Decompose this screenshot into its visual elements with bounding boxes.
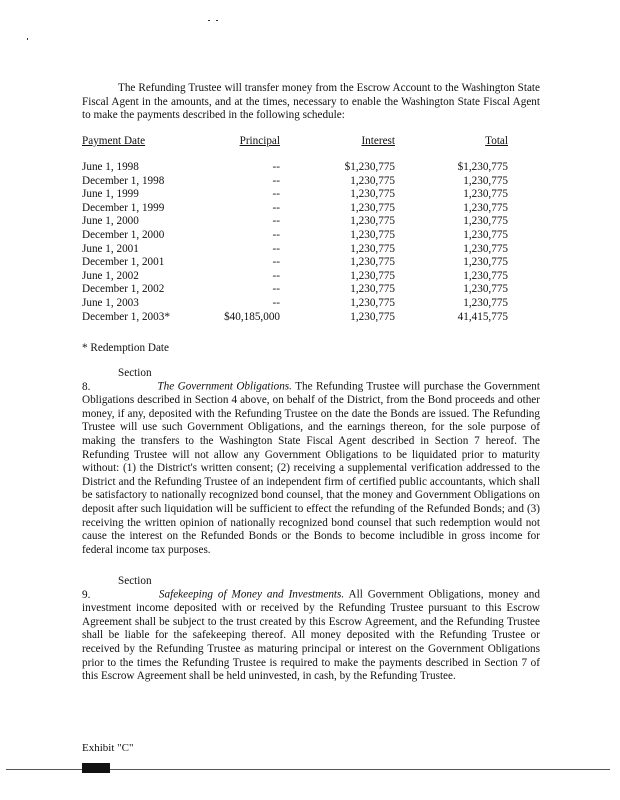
section-9-label: Section 9. xyxy=(82,575,152,601)
cell-principal: -- xyxy=(272,201,280,214)
table-row xyxy=(82,188,508,202)
col-header-total: Total xyxy=(485,135,508,147)
cell-interest: 1,230,775 xyxy=(350,215,395,228)
cell-interest: 1,230,775 xyxy=(350,242,395,255)
cell-interest: 1,230,775 xyxy=(350,201,395,214)
table-row xyxy=(82,270,508,284)
cell-interest: 1,230,775 xyxy=(350,310,395,323)
cell-payment-date: June 1, 2003 xyxy=(82,296,139,309)
section-9-paragraph xyxy=(82,575,540,684)
cell-total: 1,230,775 xyxy=(463,269,508,282)
cell-total: 1,230,775 xyxy=(463,201,508,214)
col-header-payment-date: Payment Date xyxy=(82,135,146,147)
footer-black-block xyxy=(82,763,110,773)
cell-principal: $40,185,000 xyxy=(224,310,280,323)
cell-principal: -- xyxy=(272,269,280,282)
cell-interest: 1,230,775 xyxy=(350,228,395,241)
cell-interest: 1,230,775 xyxy=(350,283,395,296)
cell-principal: -- xyxy=(272,215,280,228)
cell-total: 1,230,775 xyxy=(463,242,508,255)
table-row xyxy=(82,202,508,216)
table-row xyxy=(82,256,508,270)
cell-payment-date: December 1, 2002 xyxy=(82,283,165,296)
cell-total: 1,230,775 xyxy=(463,188,508,201)
col-header-principal: Principal xyxy=(239,135,280,147)
cell-principal: -- xyxy=(272,283,280,296)
table-row xyxy=(82,297,508,311)
table-row xyxy=(82,175,508,189)
scan-speck xyxy=(208,20,210,21)
scan-speck xyxy=(27,38,28,40)
intro-paragraph: The Refunding Trustee will transfer money from the Escrow Account to the Washington State Fiscal Agent in the amounts, and at the times, necessary to enable the Washington State Fiscal Agent to make the payments described in the following schedule: xyxy=(82,82,540,122)
cell-payment-date: June 1, 1998 xyxy=(82,161,139,173)
cell-interest: $1,230,775 xyxy=(344,161,395,173)
cell-payment-date: June 1, 1999 xyxy=(82,188,139,201)
table-row xyxy=(82,229,508,243)
section-8-title: The Government Obligations. xyxy=(157,380,292,393)
cell-interest: 1,230,775 xyxy=(350,256,395,269)
cell-principal: -- xyxy=(272,161,280,173)
cell-principal: -- xyxy=(272,296,280,309)
cell-payment-date: December 1, 2003* xyxy=(82,310,170,323)
cell-total: 41,415,775 xyxy=(457,310,508,323)
table-row xyxy=(82,215,508,229)
cell-principal: -- xyxy=(272,188,280,201)
cell-interest: 1,230,775 xyxy=(350,269,395,282)
cell-principal: -- xyxy=(272,174,280,187)
table-row xyxy=(82,311,508,325)
cell-payment-date: December 1, 2000 xyxy=(82,228,165,241)
cell-total: 1,230,775 xyxy=(463,283,508,296)
section-9-body: All Government Obligations, money and investment income deposited with or received by the Refunding Trustee pursuant to this Escrow Agreement shall be subject to the trust created by this Escrow Agreement, and the Refunding Trustee shall be liable for the safekeeping thereof. All money deposited with the Refunding Trustee or received by the Refunding Trustee as maturing principal or interest on the Government Obligations prior to the times the Refunding Trustee is required to make the payments described in Section 7 of this Escrow Agreement shall be held uninvested, in cash, by the Refunding Trustee. xyxy=(82,588,540,683)
exhibit-label: Exhibit "C" xyxy=(82,742,134,754)
cell-total: 1,230,775 xyxy=(463,256,508,269)
cell-principal: -- xyxy=(272,228,280,241)
cell-total: 1,230,775 xyxy=(463,228,508,241)
col-header-interest: Interest xyxy=(361,135,395,147)
schedule-header-row xyxy=(82,135,508,161)
section-8-label: Section 8. xyxy=(82,367,152,393)
cell-total: 1,230,775 xyxy=(463,215,508,228)
section-8-body: The Refunding Trustee will purchase the Government Obligations described in Section 4 above, on behalf of the District, from the Bond proceeds and other money, if any, deposited with the Refunding Trustee on the date the Bonds are issued. The Refunding Trustee will use such Government Obligations, and the earnings thereon, for the sole purpose of making the transfers to the Washington State Fiscal Agent described in Section 7 hereof. The Refunding Trustee will not allow any Government Obligations to be liquidated prior to maturity without: (1) the District's written consent; (2) receiving a supplemental verification addressed to the District and the Refunding Trustee of an independent firm of certified public accountants, which shall be satisfactory to nationally recognized bond counsel, that the money and Government Obligations on deposit after such liquidation will be sufficient to effect the refunding of the Refunded Bonds; and (3) receiving the written opinion of nationally recognized bond counsel that such redemption would not cause the interest on the Refunded Bonds or the Bonds to become includible in gross income for federal income tax purposes. xyxy=(82,380,540,556)
payment-schedule-table xyxy=(82,135,508,324)
cell-payment-date: June 1, 2002 xyxy=(82,269,139,282)
cell-total: 1,230,775 xyxy=(463,174,508,187)
redemption-footnote: * Redemption Date xyxy=(82,342,169,354)
cell-payment-date: June 1, 2001 xyxy=(82,242,139,255)
cell-payment-date: December 1, 1999 xyxy=(82,201,165,214)
cell-payment-date: June 1, 2000 xyxy=(82,215,139,228)
scan-speck xyxy=(216,20,218,21)
cell-interest: 1,230,775 xyxy=(350,174,395,187)
table-row xyxy=(82,161,508,175)
cell-principal: -- xyxy=(272,256,280,269)
cell-total: 1,230,775 xyxy=(463,296,508,309)
cell-total: $1,230,775 xyxy=(457,161,508,173)
section-8-paragraph xyxy=(82,367,540,557)
table-row xyxy=(82,243,508,257)
footer-rule xyxy=(0,763,620,773)
cell-interest: 1,230,775 xyxy=(350,188,395,201)
cell-interest: 1,230,775 xyxy=(350,296,395,309)
section-9-title: Safekeeping of Money and Investments. xyxy=(158,588,345,601)
cell-payment-date: December 1, 2001 xyxy=(82,256,165,269)
table-row xyxy=(82,283,508,297)
cell-principal: -- xyxy=(272,242,280,255)
cell-payment-date: December 1, 1998 xyxy=(82,174,165,187)
